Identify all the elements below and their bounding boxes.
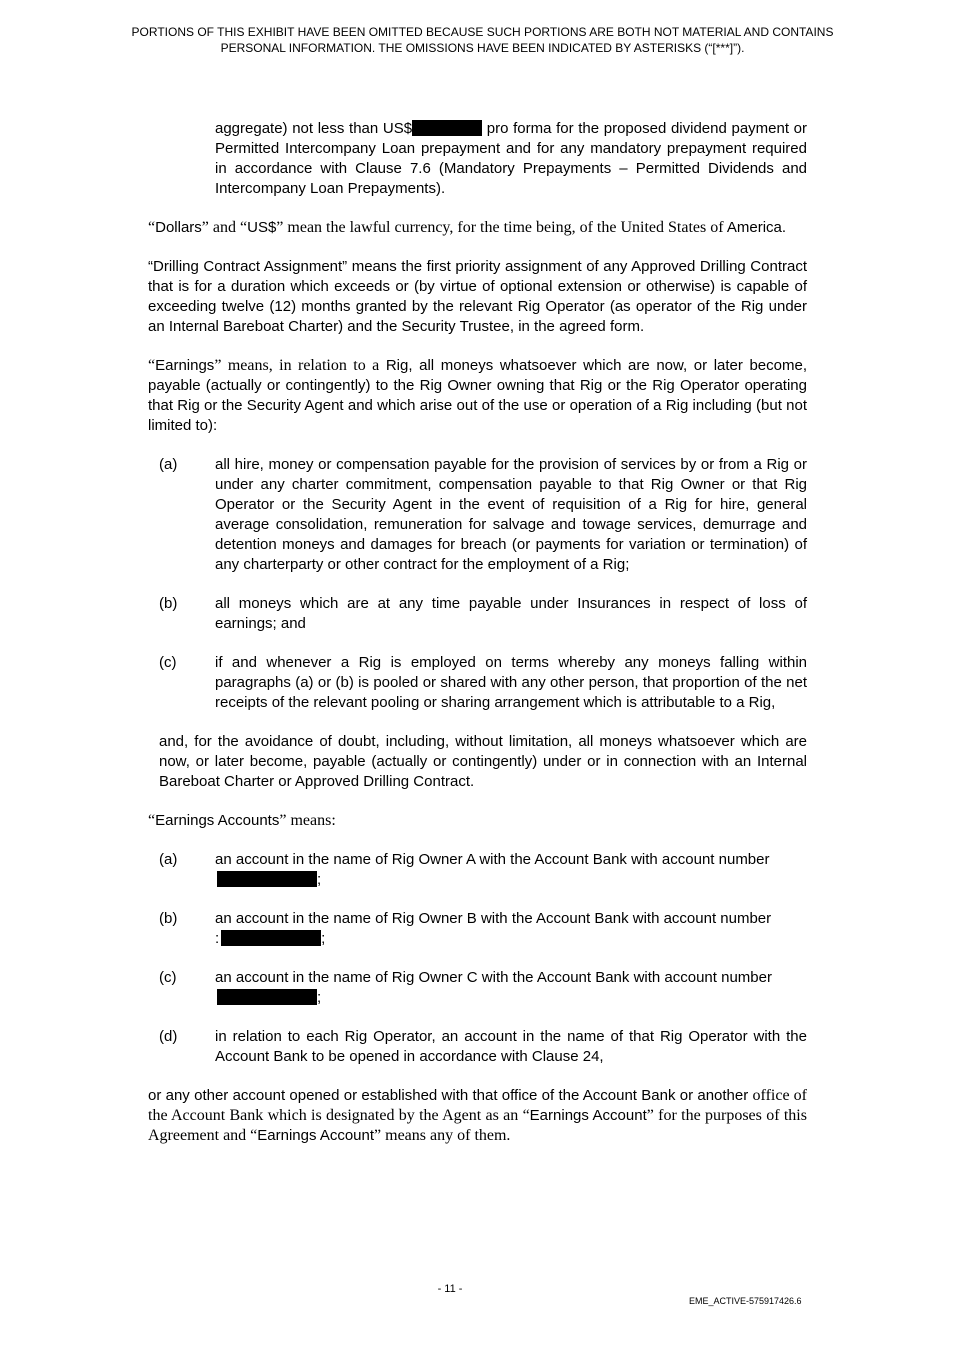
list-item: (a) an account in the name of Rig Owner A with the Account Bank with account number ; bbox=[159, 851, 770, 888]
document-body bbox=[148, 119, 807, 1165]
list-item: (b) all moneys which are at any time payable under Insurances in respect of loss of earnings; and bbox=[159, 595, 807, 632]
list-item: (c) an account in the name of Rig Owner C with the Account Bank with account number ; bbox=[159, 969, 772, 1006]
definition-dollars: “Dollars” and “US$” mean the lawful currency, for the time being, of the United States of America. bbox=[148, 219, 787, 236]
definition-earnings-accounts: “Earnings Accounts” means: bbox=[148, 812, 336, 829]
defined-term: Earnings bbox=[155, 357, 215, 374]
defined-term: Dollars bbox=[155, 219, 202, 236]
redaction-block bbox=[221, 930, 321, 946]
redaction-block bbox=[217, 871, 317, 887]
earnings-closing: and, for the avoidance of doubt, including, without limitation, all moneys whatsoever which are now, or later become, payable (actually or contingently) under or in connection with an Internal Bareboat Charter or Approved Drilling Contract. bbox=[159, 733, 807, 790]
earnings-accounts-closing: or any other account opened or established with that office of the Account Bank or another office of the Account Bank which is designated by the Agent as an “Earnings Account” for the purposes of this Agreement and “Earnings Account” means any of them. bbox=[148, 1087, 807, 1144]
list-item: (b) an account in the name of Rig Owner B with the Account Bank with account number : ; bbox=[159, 910, 772, 947]
page-number: - 11 - bbox=[437, 1283, 463, 1295]
definition-drilling-contract-assignment: “Drilling Contract Assignment” means the first priority assignment of any Approved Drilling Contract that is for a duration which exceeds or (by virtue of optional extension or otherwise) is capable of exceeding twelve (12) months granted by the relevant Rig Operator (as operator of the Rig under an Internal Bareboat Charter) and the Security Trustee, in the agreed form. bbox=[148, 258, 807, 335]
defined-term: US$ bbox=[247, 219, 277, 236]
defined-term: Earnings Accounts bbox=[155, 812, 280, 829]
list-item: (c) if and whenever a Rig is employed on terms whereby any moneys falling within paragraphs (a) or (b) is pooled or shared with any other person, that proportion of the net receipts of the relevant pooling or sharing arrangement which is attributable to a Rig, bbox=[159, 654, 807, 711]
redaction-block bbox=[412, 120, 482, 136]
redaction-block bbox=[217, 989, 317, 1005]
document-id: EME_ACTIVE-575917426.6 bbox=[689, 1296, 802, 1306]
defined-term: Earnings Account bbox=[529, 1107, 647, 1124]
defined-term: Earnings Account bbox=[257, 1127, 375, 1144]
defined-term: Drilling Contract Assignment bbox=[153, 258, 343, 275]
list-item: (a) all hire, money or compensation payable for the provision of services by or from a Rig or under any charter commitment, compensation payable to that Rig Owner or that Rig Operator or the Security Agent in the event of requisition of a Rig for hire, general average consolidation, remuneration for salvage and towage services, demurrage and detention moneys and damages for breach (or payments for variation or termination) of any charterparty or other contract for the employment of a Rig; bbox=[159, 456, 807, 573]
continued-paragraph: aggregate) not less than US$ pro forma for the proposed dividend payment or Permitted Intercompany Loan prepayment and for any mandatory prepayment required in accordance with Clause 7.6 (Mandatory Prepayments – Permitted Dividends and Intercompany Loan Prepayments). bbox=[215, 120, 807, 197]
list-item: (d) in relation to each Rig Operator, an account in the name of that Rig Operator with the Account Bank to be opened in accordance with Clause 24, bbox=[159, 1028, 807, 1065]
omission-notice: PORTIONS OF THIS EXHIBIT HAVE BEEN OMITTED BECAUSE SUCH PORTIONS ARE BOTH NOT MATERIAL AND CONTAINS PERSONAL INFORMATION. THE OMISSIONS HAVE BEEN INDICATED BY ASTERISKS (“[***]”). bbox=[131, 25, 834, 55]
definition-earnings: “Earnings” means, in relation to a Rig, all moneys whatsoever which are now, or later become, payable (actually or contingently) to the Rig Owner owning that Rig or the Rig Operator operating that Rig or the Security Agent and which arise out of the use or operation of a Rig including (but not limited to): bbox=[148, 357, 807, 434]
